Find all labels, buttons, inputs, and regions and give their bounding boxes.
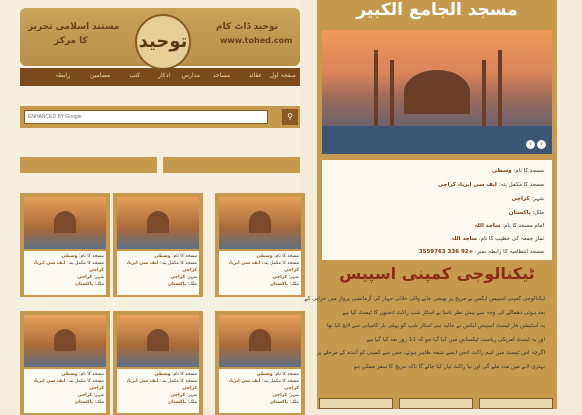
card-info: مسجد کا نام: وسطی مسجد کا مکمل پتہ: ایف سی ایریا، کراچی شہر: کراچی ملک: پاکستان bbox=[117, 251, 199, 295]
mosque-card[interactable] bbox=[20, 193, 110, 297]
search-input[interactable] bbox=[24, 110, 268, 124]
article-heading: ٹیکنالوجی کمپنی اسپیس bbox=[339, 264, 535, 283]
detail-imam: امام مسجد کا نام: ساجد اللہ bbox=[474, 223, 544, 229]
nav-item[interactable]: مساجد bbox=[212, 72, 230, 79]
nav-item[interactable]: رابطہ bbox=[55, 72, 70, 79]
card-info: مسجد کا نام: وسطی مسجد کا مکمل پتہ: ایف سی ایریا، کراچی شہر: کراچی ملک: پاکستان bbox=[24, 369, 106, 413]
mosque-card[interactable] bbox=[215, 311, 305, 415]
detail-name: مسجد کا نام: وسطی bbox=[491, 168, 544, 174]
minaret bbox=[374, 50, 378, 130]
mosque-thumbnail[interactable] bbox=[24, 197, 106, 249]
banner-site-name: توحید ڈاٹ کام bbox=[216, 22, 278, 32]
mosque-card[interactable] bbox=[113, 193, 203, 297]
thumbnail[interactable] bbox=[399, 398, 473, 409]
site-logo[interactable]: توحید bbox=[135, 14, 191, 70]
detail-city: شہر: کراچی bbox=[511, 196, 544, 202]
paragraph-line: اگرچہ اس ٹیسٹ میں اہم راکٹ انجن ایسے نتیجہ ظاہر ہوئے، جس سے کمپنی کو آئندہ کے مرحلے پر bbox=[317, 350, 545, 357]
dome bbox=[404, 70, 470, 114]
page-title: مسجد الجامع الکبیر bbox=[356, 0, 518, 20]
nav-item[interactable]: مضامین bbox=[90, 72, 110, 79]
nav-item[interactable]: عقائد bbox=[248, 72, 262, 79]
paragraph-line: یہ اسٹیشن فار ٹیسٹ اسپیس ایکس نے حالیہ ہی اسٹار شپ کو پہلی بار کامیابی سے لانچ کیا تھا bbox=[326, 323, 545, 330]
thumbnail[interactable] bbox=[319, 398, 393, 409]
site-banner[interactable] bbox=[20, 8, 300, 66]
card-info: مسجد کا نام: وسطی مسجد کا مکمل پتہ: ایف سی ایریا، کراچی شہر: کراچی ملک: پاکستان bbox=[219, 369, 301, 413]
mosque-thumbnail[interactable] bbox=[219, 315, 301, 367]
paragraph-line: بہتری لانے میں مدد ملے گی اور نیا راکٹ تیار کیا جائے گا تاکہ مریخ کا سفر ممکن ہو bbox=[353, 363, 545, 370]
nav-item[interactable]: کتب bbox=[129, 72, 140, 79]
thumbnail[interactable] bbox=[479, 398, 553, 409]
tab-right[interactable] bbox=[163, 157, 300, 173]
detail-khateeb: نماز جمعہ کی خطیب کا نام: ساجد اللہ bbox=[451, 236, 544, 242]
banner-tagline-2: کا مرکز bbox=[54, 36, 88, 46]
nav-item[interactable]: مدارس bbox=[181, 72, 200, 79]
mosque-thumbnail[interactable] bbox=[24, 315, 106, 367]
nav-item[interactable]: صفحہ اول bbox=[269, 72, 296, 79]
card-info: مسجد کا نام: وسطی مسجد کا مکمل پتہ: ایف سی ایریا، کراچی شہر: کراچی ملک: پاکستان bbox=[219, 251, 301, 295]
search-bar bbox=[20, 106, 300, 128]
detail-contact: مسجد انتظامیہ کا رابطہ نمبر: +92 336 3559763 bbox=[418, 249, 544, 255]
banner-url: www.tohed.com bbox=[220, 36, 293, 45]
mosque-card[interactable] bbox=[113, 311, 203, 415]
mosque-thumbnail[interactable] bbox=[117, 197, 199, 249]
nav-item[interactable]: اذکار bbox=[158, 72, 170, 79]
mosque-details bbox=[322, 160, 552, 260]
paragraph-line: اور یہ ٹیسٹ امریکی ریاست ٹیکساس میں کیا گیا جو کہ 11 روز بعد کیا گیا ہے bbox=[366, 336, 545, 343]
banner-tagline-1: مستند اسلامی تحریر bbox=[28, 22, 120, 32]
search-icon[interactable]: ⚲ bbox=[282, 109, 298, 125]
mosque-card[interactable] bbox=[215, 193, 305, 297]
detail-country: ملک: پاکستان bbox=[508, 210, 544, 216]
mosque-photo bbox=[322, 30, 552, 154]
card-info: مسجد کا نام: وسطی مسجد کا مکمل پتہ: ایف سی ایریا، کراچی شہر: کراچی ملک: پاکستان bbox=[24, 251, 106, 295]
card-info: مسجد کا نام: وسطی مسجد کا مکمل پتہ: ایف سی ایریا، کراچی شہر: کراچی ملک: پاکستان bbox=[117, 369, 199, 413]
thumbnail-strip bbox=[317, 396, 557, 409]
mosque-thumbnail[interactable] bbox=[117, 315, 199, 367]
minaret bbox=[498, 50, 502, 130]
tab-left[interactable] bbox=[20, 157, 157, 173]
sea bbox=[322, 126, 552, 154]
main-nav bbox=[20, 68, 300, 86]
detail-address: مسجد کا مکمل پتہ: ایف سی ایریا، کراچی bbox=[437, 182, 544, 188]
chevron-left-icon[interactable]: ‹ bbox=[526, 140, 535, 149]
chevron-right-icon[interactable]: › bbox=[537, 140, 546, 149]
paragraph-line: بعد ہوئی دھماکے کی وجہ سے پیش نظر ناسا نے اسٹار شپ راکٹ انجنوں کا ٹیسٹ کیا ہے bbox=[342, 309, 545, 316]
mosque-card[interactable] bbox=[20, 311, 110, 415]
paragraph-line: ٹیکنالوجی کمپنی اسپیس ایکس نے مریخ پر بھیجی جانے والی خلائی جہاز کی آزمائشی پرواز میں خرابی کے bbox=[304, 296, 545, 302]
article-body bbox=[304, 293, 545, 375]
mosque-thumbnail[interactable] bbox=[219, 197, 301, 249]
